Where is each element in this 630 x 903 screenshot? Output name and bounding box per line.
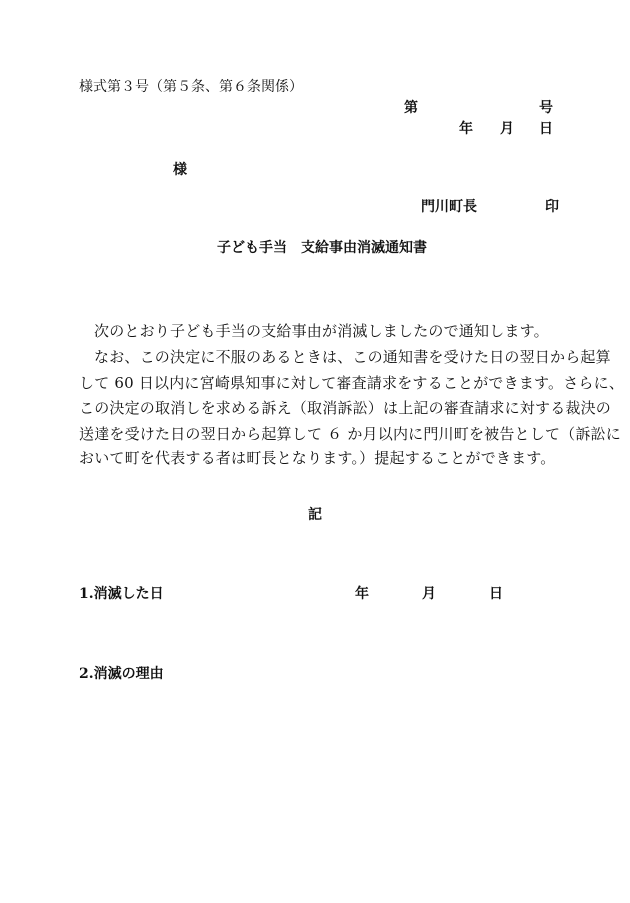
body-line-4: この決定の取消しを求める訴え（取消訴訟）は上記の審査請求に対する裁決の bbox=[79, 399, 612, 417]
doc-number-prefix: 第 bbox=[404, 100, 418, 116]
doc-date-year: 年 bbox=[459, 121, 473, 137]
form-label: 様式第３号（第５条、第６条関係） bbox=[79, 79, 303, 95]
item1-day: 日 bbox=[489, 586, 503, 602]
item2-label: 2.消滅の理由 bbox=[79, 666, 164, 682]
item1-label: 1.消滅した日 bbox=[79, 586, 164, 602]
item1-year: 年 bbox=[355, 586, 369, 602]
body-line-6: おいて町を代表する者は町長となります。）提起することができます。 bbox=[79, 449, 556, 467]
body-line-1: 次のとおり子ども手当の支給事由が消滅しましたので通知します。 bbox=[94, 322, 549, 340]
ki-heading: 記 bbox=[308, 507, 322, 523]
issuer-title: 門川町長 bbox=[421, 199, 477, 215]
issuer-seal: 印 bbox=[545, 199, 559, 215]
item1-month: 月 bbox=[422, 586, 436, 602]
body-line-3: して 60 日以内に宮崎県知事に対して審査請求をすることができます。さらに、 bbox=[79, 374, 625, 392]
doc-date-day: 日 bbox=[539, 121, 553, 137]
document-title: 子ども手当 支給事由消滅通知書 bbox=[217, 240, 427, 256]
body-line-2: なお、この決定に不服のあるときは、この通知書を受けた日の翌日から起算 bbox=[94, 348, 611, 366]
doc-number-suffix: 号 bbox=[539, 100, 553, 116]
body-line-5: 送達を受けた日の翌日から起算して ６ か月以内に門川町を被告として（訴訟に bbox=[79, 425, 621, 443]
addressee-honorific: 様 bbox=[173, 162, 187, 178]
doc-date-month: 月 bbox=[500, 121, 514, 137]
